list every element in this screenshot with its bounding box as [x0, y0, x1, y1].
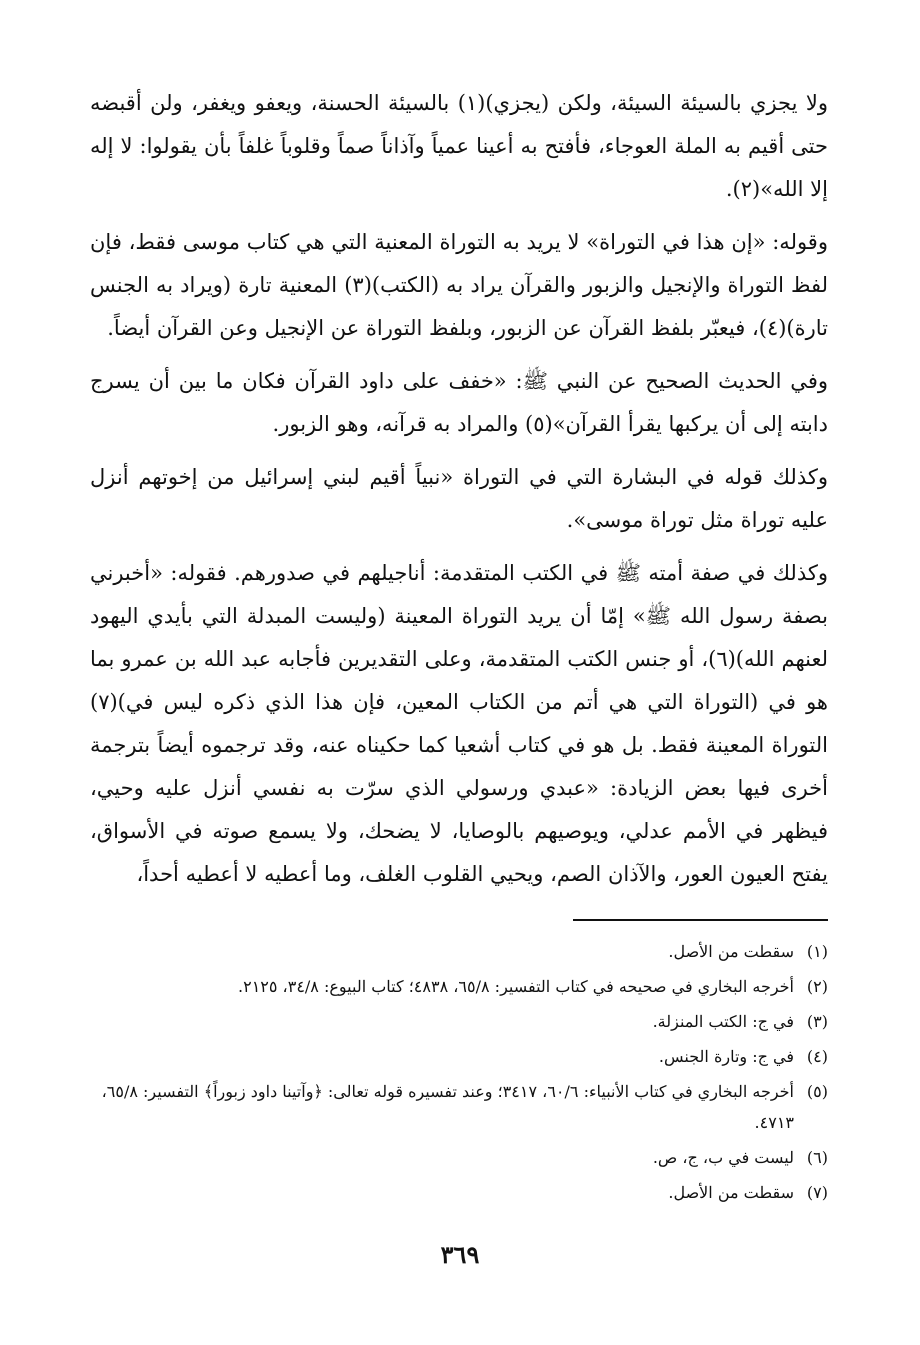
footnote-item [88, 1041, 828, 1072]
footnote-number: (٤) [806, 1047, 828, 1066]
footnote-number: (٦) [806, 1148, 828, 1167]
footnote-number: (٧) [806, 1183, 828, 1202]
footnote-number: (٢) [806, 977, 828, 996]
footnotes [88, 936, 828, 1212]
footnote-text: أخرجه البخاري في كتاب الأنبياء: ٦٠/٦، ٣٤١٧؛ وعند تفسيره قوله تعالى: ﴿وآتينا داود زبوراً﴾ التفسير: ٦٥/٨، ٤٧١٣. [101, 1082, 794, 1132]
footnote-item [88, 1006, 828, 1037]
footnote-text: أخرجه البخاري في صحيحه في كتاب التفسير: ٦٥/٨، ٤٨٣٨؛ كتاب البيوع: ٣٤/٨، ٢١٢٥. [238, 977, 794, 996]
footnote-text: ليست في ب، ج، ص. [652, 1148, 794, 1167]
footnote-item [88, 971, 828, 1002]
page-number: ٣٦٩ [440, 1240, 480, 1269]
paragraph-1: ولا يجزي بالسيئة السيئة، ولكن (يجزي)(١) بالسيئة الحسنة، ويعفو ويغفر، ولن أقبضه حتى أقيم به الملة العوجاء، فأفتح به أعينا عمياً وآذاناً صماً وقلوباً غلفاً بأن يقولوا: لا إله إلا الله»(٢). [90, 91, 828, 201]
footnote-text: في ج: الكتب المنزلة. [652, 1012, 794, 1031]
footnote-item [88, 1177, 828, 1208]
footnote-number: (٣) [806, 1012, 828, 1031]
footnote-divider [573, 919, 828, 921]
footnote-item [88, 1076, 828, 1138]
paragraph-4: وكذلك قوله في البشارة التي في التوراة «نبياً أقيم لبني إسرائيل من إخوتهم أنزل عليه توراة مثل توراة موسى». [90, 465, 828, 532]
footnote-text: سقطت من الأصل. [668, 1183, 794, 1202]
footnote-text: سقطت من الأصل. [668, 942, 794, 961]
footnote-number: (١) [806, 942, 828, 961]
footnote-item [88, 1142, 828, 1173]
main-text [90, 82, 828, 896]
paragraph-3: وفي الحديث الصحيح عن النبي ﷺ: «خفف على داود القرآن فكان ما بين أن يسرج دابته إلى أن يركبها يقرأ القرآن»(٥) والمراد به قرآنه، وهو الزبور. [90, 369, 828, 436]
paragraph-5: وكذلك في صفة أمته ﷺ في الكتب المتقدمة: أناجيلهم في صدورهم. فقوله: «أخبرني بصفة رسول الله ﷺ» إمّا أن يريد التوراة المعينة (وليست المبدلة التي بأيدي اليهود لعنهم الله)(٦)، أو جنس الكتب المتقدمة، وعلى التقديرين فأجابه عبد الله بن عمرو بما هو في (التوراة التي هي أتم من الكتاب المعين، فإن هذا الذي ذكره ليس في)(٧) التوراة المعينة فقط. بل هو في كتاب أشعيا كما حكيناه عنه، وقد ترجموه أيضاً بترجمة أخرى فيها بعض الزيادة: «عبدي ورسولي الذي سرّت به نفسي أنزل عليه وحيي، فيظهر في الأمم عدلي، ويوصيهم بالوصايا، لا يضحك، ولا يسمع صوته في الأسواق، يفتح العيون العور، والآذان الصم، ويحيي القلوب الغلف، وما أعطيه لا أعطيه أحداً، [90, 561, 828, 886]
footnote-item [88, 936, 828, 967]
footnote-text: في ج: وتارة الجنس. [658, 1047, 794, 1066]
paragraph-2: وقوله: «إن هذا في التوراة» لا يريد به التوراة المعنية التي هي كتاب موسى فقط، فإن لفظ التوراة والإنجيل والزبور والقرآن يراد به (الكتب)(٣) المعنية تارة (ويراد به الجنس تارة)(٤)، فيعبّر بلفظ القرآن عن الزبور، وبلفظ التوراة عن الإنجيل وعن القرآن أيضاً. [90, 230, 828, 340]
footnote-number: (٥) [806, 1082, 828, 1101]
